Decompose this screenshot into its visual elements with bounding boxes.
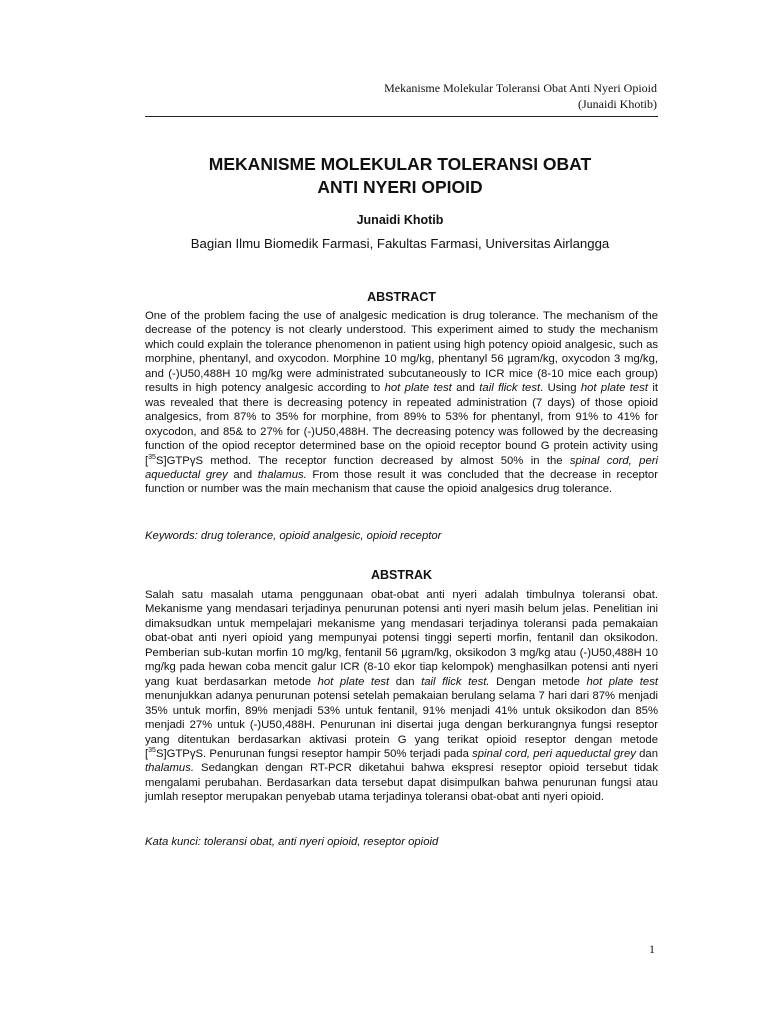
abstrak-hot-plate-2: hot plate test: [586, 675, 658, 688]
abstract-text-1: One of the problem facing the use of analgesic medication is drug tolerance. The mechanism of the decrease of the potency is not clearly understood. This experiment aimed to study the mechanism which could explain the tolerance phenomenon in patient using high potency opioid analgesic, such as morphine, phentanyl, and oxycodon. Morphine 10 mg/kg, phentanyl 56 µgram/kg, oxycodon 3 mg/kg, and (-)U50,488H 10 mg/kg were administrated subcutaneously to ICR mice (8-10 mice each group) results in high potency analgesic according to: [145, 310, 658, 395]
abstract-thalamus: thalamus.: [257, 468, 307, 481]
abstrak-text-5: Sedangkan dengan RT-PCR diketahui bahwa ekspresi reseptor opioid tersebut tidak mengalami perubahan. Berdasarkan data tersebut dapat disimpulkan bahwa penurunan fungsi atau jumlah reseptor merupakan penyebab utama terjadinya toleransi obat-obat anti nyeri opioid.: [145, 762, 658, 804]
abstract-text-4: S]GTPγS method. The receptor function decreased by almost 50% in the: [155, 454, 570, 467]
abstract-and-2: and: [227, 468, 258, 481]
running-header-author: (Junaidi Khotib): [578, 97, 657, 111]
abstract-heading: ABSTRACT: [367, 290, 436, 304]
abstrak-body: [145, 588, 658, 805]
abstrak-text-2: Dengan metode: [489, 675, 587, 688]
abstract-isotope-sup: 35: [148, 453, 156, 461]
abstract-hot-plate-1: hot plate test: [384, 382, 452, 395]
abstrak-dan-1: dan: [389, 675, 422, 688]
header-rule: [145, 116, 658, 117]
abstract-text-2: . Using: [540, 382, 581, 395]
author-affiliation: Bagian Ilmu Biomedik Farmasi, Fakultas Farmasi, Universitas Airlangga: [190, 236, 610, 251]
abstract-keywords: Keywords: drug tolerance, opioid analgesic, opioid receptor: [145, 530, 442, 542]
abstrak-hot-plate-1: hot plate test: [317, 675, 390, 688]
paper-title: [100, 153, 700, 199]
abstrak-heading: ABSTRAK: [370, 568, 433, 582]
abstrak-text-4: S]GTPγS. Penurunan fungsi reseptor hampir 50% terjadi pada: [155, 747, 473, 760]
running-header-title: Mekanisme Molekular Toleransi Obat Anti Nyeri Opioid: [384, 81, 657, 95]
author-name: Junaidi Khotib: [356, 213, 444, 227]
abstract-hot-plate-2: hot plate test: [580, 382, 648, 395]
abstrak-isotope-sup: 35: [148, 747, 156, 755]
abstrak-regions: spinal cord, peri aqueductal grey: [472, 747, 636, 760]
abstract-tail-flick: tail flick test: [479, 382, 541, 395]
abstrak-dan-2: dan: [635, 747, 658, 760]
abstract-text-5: From those result it was concluded that the decrease in receptor function or number was the main mechanism that cause the opioid analgesics drug tolerance.: [145, 468, 658, 496]
abstract-text-3: it was revealed that there is decreasing potency in repeated administration (7 days) of those opioid analgesics, from 87% to 35% for morphine, from 89% to 53% for phentanyl, from 91% to 41% for oxycodon, and 85& to 27% for (-)U50,488H. The decreasing potency was followed by the decreasing function of the opiod receptor determined base on the opioid receptor bound G protein activity using [: [145, 382, 658, 467]
abstrak-keywords: Kata kunci: toleransi obat, anti nyeri opioid, reseptor opioid: [145, 836, 439, 848]
page-number: 1: [649, 942, 655, 956]
paper-title-line-1: MEKANISME MOLEKULAR TOLERANSI OBAT: [208, 154, 592, 174]
abstrak-thalamus: thalamus.: [145, 762, 194, 775]
running-header: [384, 80, 657, 112]
abstract-body: [145, 309, 658, 497]
abstract-and-1: and: [451, 382, 480, 395]
abstrak-text-3: menunjukkan adanya penurunan potensi setelah pemakaian berulang selama 7 hari dari 87% menjadi 35% untuk morfin, 89% menjadi 53% untuk fentanil, 91% menjadi 41% untuk oksikodon dan 85% menjadi 27% untuk (-)U50,488H. Penurunan ini disertai juga dengan berkurangnya fungsi reseptor yang ditentukan berdasarkan aktivasi protein G yang terikat opioid reseptor dengan metode [: [145, 690, 658, 760]
abstrak-tail-flick: tail flick test.: [421, 675, 490, 688]
abstract-regions: spinal cord, peri aqueductal grey: [145, 454, 658, 481]
paper-title-line-2: ANTI NYERI OPIOID: [317, 177, 483, 197]
abstrak-text-1: Salah satu masalah utama penggunaan obat-obat anti nyeri adalah timbulnya toleransi obat. Mekanisme yang mendasari terjadinya penurunan potensi anti nyeri masih belum jelas. Penelitian ini dimaksudkan untuk mempelajari mekanisme yang mendasari terjadinya toleransi pada pemakaian obat-obat anti nyeri opioid yang mempunyai potensi tinggi seperti morfin, fentanil dan oksikodon. Pemberian sub-kutan morfin 10 mg/kg, fentanil 56 µgram/kg, oksikodon 3 mg/kg atau (-)U50,488H 10 mg/kg pada hewan coba mencit galur ICR (8-10 ekor tiap kelompok) menghasilkan potensi anti nyeri yang kuat berdasarkan metode: [145, 589, 658, 688]
